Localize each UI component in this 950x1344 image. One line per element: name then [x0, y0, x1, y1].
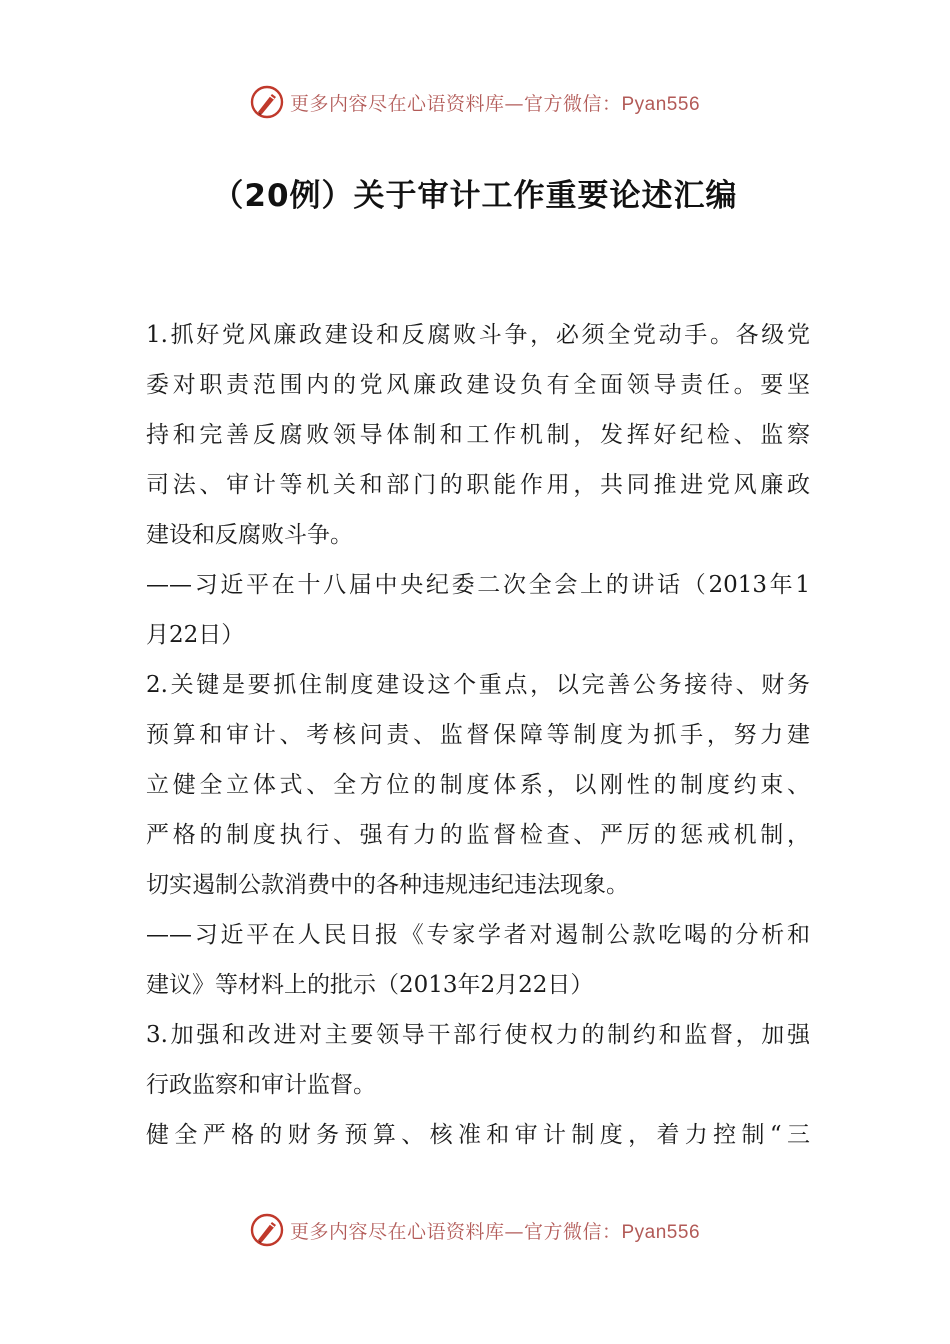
text-line: 3.加强和改进对主要领导干部行使权力的制约和监督，加强	[146, 1022, 810, 1048]
text-line: 2.关键是要抓住制度建设这个重点，以完善公务接待、财务	[146, 672, 810, 698]
text-line: 持和完善反腐败领导体制和工作机制，发挥好纪检、监察	[146, 422, 810, 448]
text-line: 立健全立体式、全方位的制度体系，以刚性的制度约束、	[146, 772, 810, 798]
text-line: 预算和审计、考核问责、监督保障等制度为抓手，努力建	[146, 722, 810, 748]
source-line: 月22日）	[146, 622, 245, 648]
text-line: 司法、审计等机关和部门的职能作用，共同推进党风廉政	[146, 472, 810, 498]
source-line: 建议》等材料上的批示（2013年2月22日）	[146, 972, 594, 998]
wechat-id: Pyan556	[621, 1221, 701, 1243]
pen-logo-icon	[250, 1213, 284, 1247]
footer-banner	[0, 1210, 950, 1250]
text-line: 建设和反腐败斗争。	[146, 522, 353, 548]
text-line: 切实遏制公款消费中的各种违规违纪违法现象。	[146, 872, 629, 898]
wechat-id: Pyan556	[621, 93, 701, 115]
banner-text: 更多内容尽在心语资料库—官方微信：Pyan556	[289, 1220, 701, 1243]
source-line: ——习近平在人民日报《专家学者对遏制公款吃喝的分析和	[146, 922, 810, 948]
pen-logo-icon	[250, 85, 284, 119]
text-line: 1.抓好党风廉政建设和反腐败斗争，必须全党动手。各级党	[146, 322, 810, 348]
source-line: ——习近平在十八届中央纪委二次全会上的讲话（2013年1	[146, 572, 810, 598]
text-line: 委对职责范围内的党风廉政建设负有全面领导责任。要坚	[146, 372, 810, 398]
text-line: 严格的制度执行、强有力的监督检查、严厉的惩戒机制，	[146, 822, 810, 848]
document-title: （20例）关于审计工作重要论述汇编	[212, 178, 738, 214]
banner-text: 更多内容尽在心语资料库—官方微信：Pyan556	[289, 92, 701, 115]
text-line: 行政监察和审计监督。	[146, 1072, 376, 1098]
text-line: 健全严格的财务预算、核准和审计制度，着力控制“三	[146, 1122, 810, 1148]
header-banner	[0, 82, 950, 122]
document-body	[146, 310, 810, 1160]
